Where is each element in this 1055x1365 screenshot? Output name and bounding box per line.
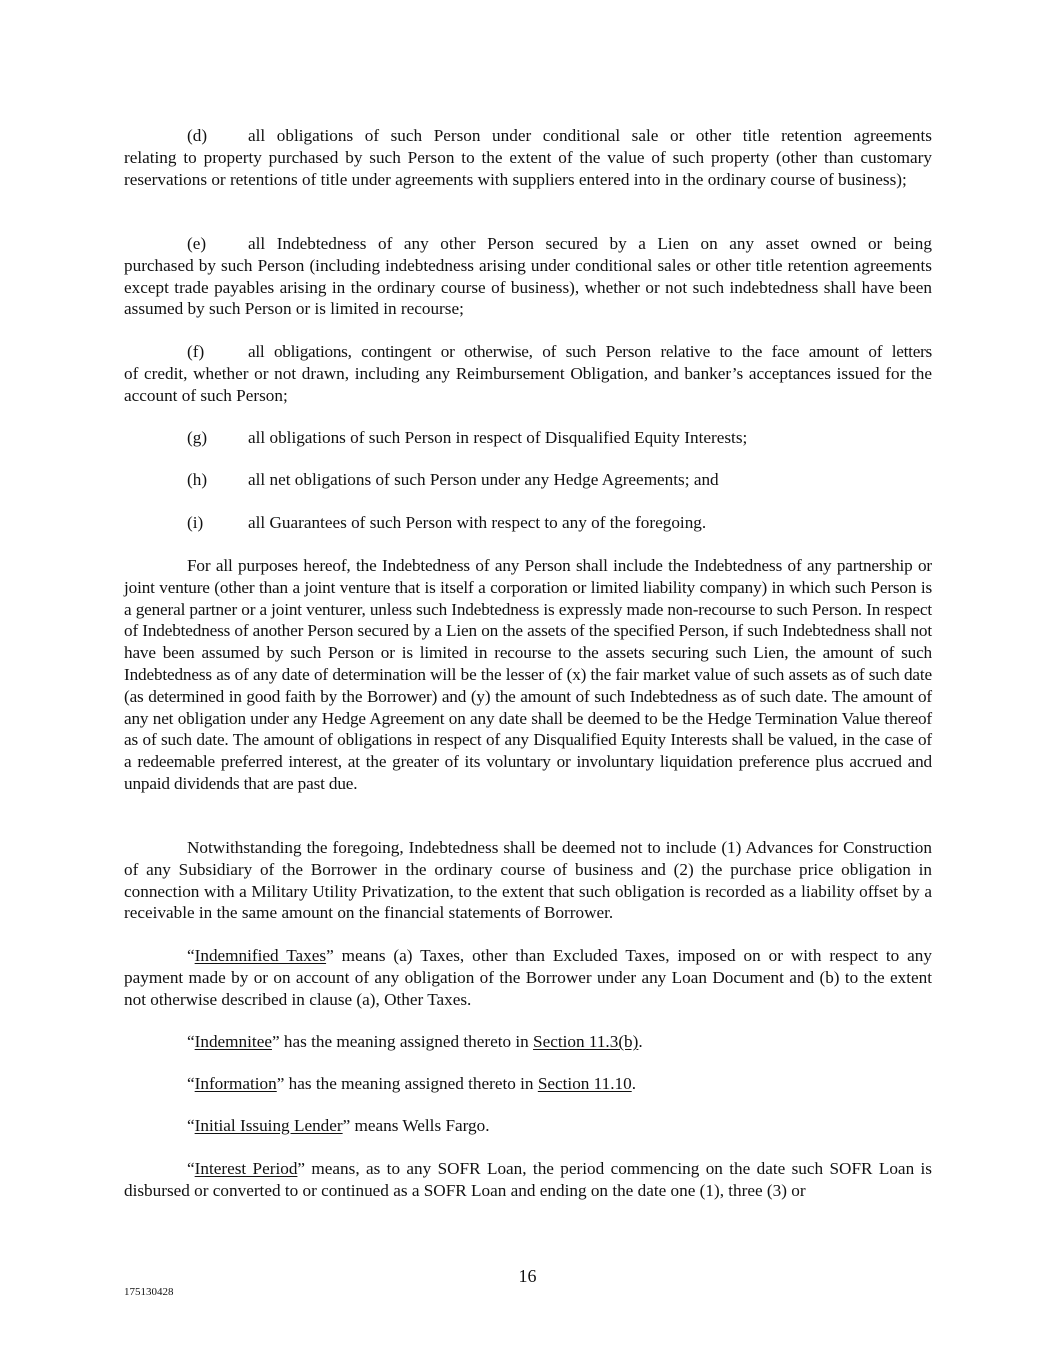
paragraph-text: Notwithstanding the foregoing, Indebtedness shall be deemed not to include (1) Advances for Construction of any Subsidiary of the Borrower in the ordinary course of business and (2) the purchase price obligation in connection with a Military Utility Privatization, to the extent that such obligation is recorded as a liability offset by a receivable in the same amount on the financial statements of Borrower. [124,838,932,923]
clause-e [124,233,932,320]
defined-term: Indemnified Taxes [194,946,327,965]
section-reference: Section 11.3(b) [533,1032,639,1051]
defined-term: Interest Period [194,1159,298,1178]
open-quote: “ [187,1159,195,1178]
clause-text: of credit, whether or not drawn, including any Reimbursement Obligation, and banker’s acceptances issued for the account of such Person; [124,363,932,405]
period: . [638,1032,643,1051]
paragraph-text: For all purposes hereof, the Indebtedness of any Person shall include the Indebtedness of any partnership or joint venture (other than a joint venture that is itself a corporation or limited liability company) in which such Person is a general partner or a joint venturer, unless such Indebtedness is expressly made non-recourse to such Person. In respect of Indebtedness of another Person secured by a Lien on the assets of the specified Person, if such Indebtedness shall not have been assumed by such Person or is limited in recourse to the assets securing such Lien, the amount of such Indebtedness as of any date of determination will be the lesser of (x) the fair market value of such assets as of such date (as determined in good faith by the Borrower) and (y) the amount of such Indebtedness as of such date. The amount of any net obligation under any Hedge Agreement on any date shall be deemed to be the Hedge Termination Value thereof as of such date. The amount of obligations in respect of any Disqualified Equity Interests shall be valued, in the case of a redeemable preferred interest, at the greater of its voluntary or involuntary liquidation preference plus accrued and unpaid dividends that are past due. [124,556,932,793]
clause-text: relating to property purchased by such Person to the extent of the value of such property (other than customary reservations or retentions of title under agreements with suppliers entered into in the ordinary course of business); [124,147,932,189]
period: . [631,1074,637,1093]
defined-term: Initial Issuing Lender [194,1116,343,1135]
definition-text: ” means, as to any SOFR Loan, the period commencing on the date such SOFR Loan is disbursed or converted to or continued as a SOFR Loan and ending on the date one (1), three (3) or [124,1159,932,1200]
clause-text: all obligations of such Person in respect of Disqualified Equity Interests; [248,428,748,447]
definition-text: ” means Wells Fargo. [342,1116,490,1135]
definition-text: ” means (a) Taxes, other than Excluded Taxes, imposed on or with respect to any payment made by or on account of any obligation of the Borrower under any Loan Document and (b) to the extent not otherwise described in clause (a), Other Taxes. [124,946,932,1009]
clause-text: purchased by such Person (including indebtedness arising under conditional sales or other title retention agreements except trade payables arising in the ordinary course of business), whether or not such indebtedness shall have been assumed by such Person or is limited in recourse; [124,255,932,319]
definition-text: ” has the meaning assigned thereto in [271,1032,534,1051]
definition-indemnified-taxes [124,945,932,1010]
clause-h [124,469,932,491]
paragraph-notwithstanding [124,837,932,924]
open-quote: “ [187,1074,195,1093]
clause-label: (d) [187,126,208,145]
definition-information [124,1073,932,1095]
clause-label: (e) [187,234,207,253]
open-quote: “ [187,1116,195,1135]
document-id: 175130428 [124,1286,174,1298]
definition-interest-period [124,1158,932,1202]
clause-label: (f) [187,342,205,361]
definition-initial-issuing-lender [124,1115,932,1137]
clause-first-line: all obligations of such Person under conditional sale or other title retention agreements [248,126,932,145]
open-quote: “ [187,946,195,965]
clause-g [124,427,932,449]
clause-d [124,125,932,190]
clause-first-line: all obligations, contingent or otherwise, of such Person relative to the face amount of letters [248,342,932,361]
paragraph-all-purposes [124,555,932,795]
definition-indemnitee [124,1031,932,1053]
clause-label: (i) [187,513,204,532]
clause-text: all Guarantees of such Person with respect to any of the foregoing. [248,513,707,532]
page-number: 16 [518,1266,537,1286]
clause-first-line: all Indebtedness of any other Person secured by a Lien on any asset owned or being [248,234,932,253]
clause-f [124,341,932,406]
section-reference: Section 11.10 [537,1074,632,1093]
clause-label: (g) [187,428,208,447]
clause-text: all net obligations of such Person under any Hedge Agreements; and [248,470,719,489]
definition-text: ” has the meaning assigned thereto in [276,1074,538,1093]
clause-label: (h) [187,470,208,489]
defined-term: Indemnitee [194,1032,272,1051]
open-quote: “ [187,1032,195,1051]
defined-term: Information [194,1074,277,1093]
clause-i [124,512,932,534]
